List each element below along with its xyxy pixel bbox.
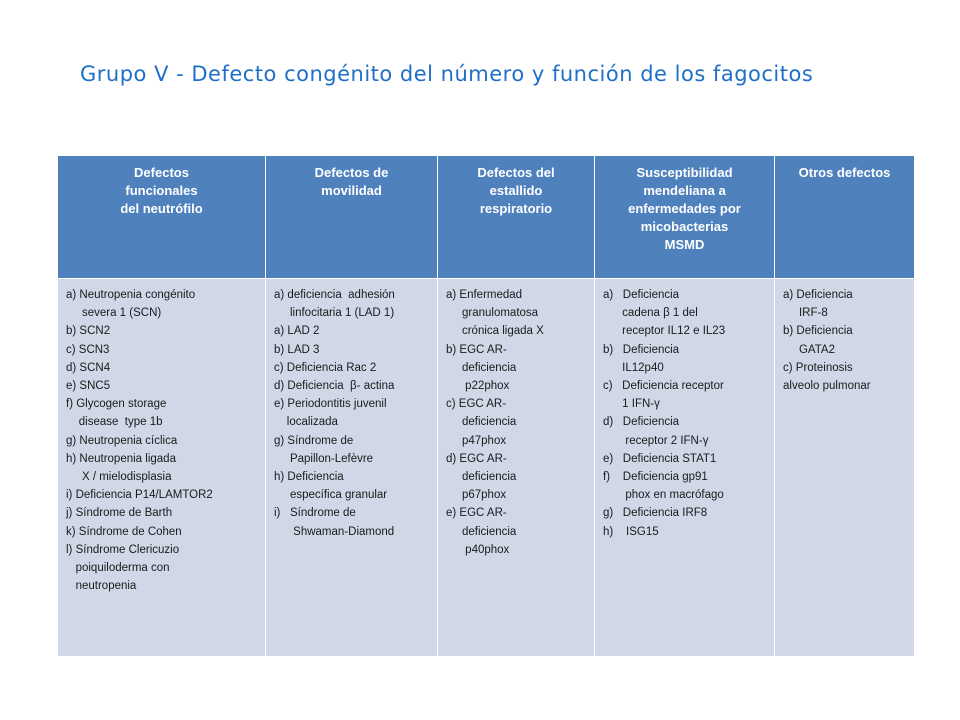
list-item: e) Deficiencia STAT1 [603,452,717,465]
header-line: del neutrófilo [120,201,203,216]
list-item: neutropenia [66,580,137,593]
list-item: linfocitaria 1 (LAD 1) [274,307,395,320]
list-item: g) Deficiencia IRF8 [603,507,708,520]
slide-title: Grupo V - Defecto congénito del número y función de los fagocitos [80,62,814,86]
list-item: e) SNC5 [66,380,111,393]
list-item: i) Deficiencia P14/LAMTOR2 [66,489,213,502]
list-item: b) Deficiencia [603,343,680,356]
list-item: d) Deficiencia [603,416,680,429]
list-item: a) LAD 2 [274,325,320,338]
header-cell [266,156,438,279]
list-item: p47phox [446,434,507,447]
header-cell [775,156,915,279]
list-item: deficiencia [446,416,517,429]
column-cell [58,279,266,657]
header-line: movilidad [321,183,382,198]
list-item: receptor IL12 e IL23 [603,325,726,338]
list-item: crónica ligada X [446,325,544,338]
header-line: Defectos [134,165,189,180]
list-item: j) Síndrome de Barth [66,507,173,520]
list-item: p40phox [446,543,510,556]
list-item: p67phox [446,489,507,502]
phagocyte-defects-table [57,155,915,657]
list-item: h) Deficiencia [274,471,344,484]
header-line: Susceptibilidad [636,165,733,180]
list-item: deficiencia [446,361,517,374]
list-item: severa 1 (SCN) [66,307,162,320]
list-item: phox en macrófago [603,489,724,502]
list-item: a) Neutropenia congénito [66,289,196,301]
column-cell [266,279,438,657]
list-item: f) Glycogen storage [66,398,167,411]
list-item: a) Enfermedad [446,289,523,301]
list-item: c) Deficiencia receptor [603,380,724,393]
list-item: d) Deficiencia β- actina [274,380,395,393]
header-line: micobacterias [640,219,729,234]
header-line: Defectos de [314,165,389,180]
list-item: h) Neutropenia ligada [66,452,176,465]
list-item: e) Periodontitis juvenil [274,398,387,411]
list-item: Shwaman-Diamond [274,525,395,538]
list-item: c) Deficiencia Rac 2 [274,361,377,374]
list-item: b) LAD 3 [274,343,320,356]
list-item: 1 IFN-γ [603,398,660,411]
list-item: receptor 2 IFN-γ [603,434,709,447]
list-item: g) Neutropenia cíclica [66,434,178,447]
list-item: f) Deficiencia gp91 [603,471,708,484]
list-item: d) EGC AR- [446,452,507,465]
header-line: respiratorio [479,201,553,216]
column-cell [595,279,775,657]
list-item: X / mielodisplasia [66,471,172,484]
list-item: e) EGC AR- [446,507,507,520]
header-cell [58,156,266,279]
list-item: alveolo pulmonar [783,380,871,393]
list-item: cadena β 1 del [603,307,698,320]
header-cell [595,156,775,279]
list-item: granulomatosa [446,307,539,320]
list-item: l) Síndrome Clericuzio [66,543,180,556]
list-item: deficiencia [446,471,517,484]
list-item: disease type 1b [66,416,163,429]
table-row [58,279,915,657]
list-item: poiquiloderma con [66,562,170,575]
list-item: a) Deficiencia [783,289,853,301]
header-line: enfermedades por [628,201,741,216]
list-item: b) Deficiencia [783,325,853,338]
header-line: mendeliana a [643,183,726,198]
table-header-row [58,156,915,279]
header-cell [438,156,595,279]
list-item: p22phox [446,380,510,393]
list-item: Papillon-Lefèvre [274,452,374,465]
list-item: h) ISG15 [603,525,659,538]
list-item: IL12p40 [603,361,664,374]
header-line: estallido [489,183,543,198]
list-item: específica granular [274,489,388,502]
list-item: GATA2 [783,343,835,356]
header-line: Otros defectos [798,165,891,180]
list-item: b) EGC AR- [446,343,507,356]
list-item: b) SCN2 [66,325,111,338]
list-item: IRF-8 [783,307,828,320]
list-item: i) Síndrome de [274,507,356,520]
column-cell [438,279,595,657]
list-item: c) Proteinosis [783,361,853,374]
list-item: k) Síndrome de Cohen [66,525,182,538]
list-item: a) Deficiencia [603,289,680,301]
list-item: d) SCN4 [66,361,111,374]
list-item: a) deficiencia adhesión [274,289,395,301]
column-cell [775,279,915,657]
list-item: c) SCN3 [66,343,110,356]
list-item: c) EGC AR- [446,398,507,411]
header-line: MSMD [664,237,705,252]
list-item: localizada [274,416,338,429]
list-item: deficiencia [446,525,517,538]
header-line: funcionales [125,183,198,198]
list-item: g) Síndrome de [274,434,354,447]
header-line: Defectos del [477,165,555,180]
